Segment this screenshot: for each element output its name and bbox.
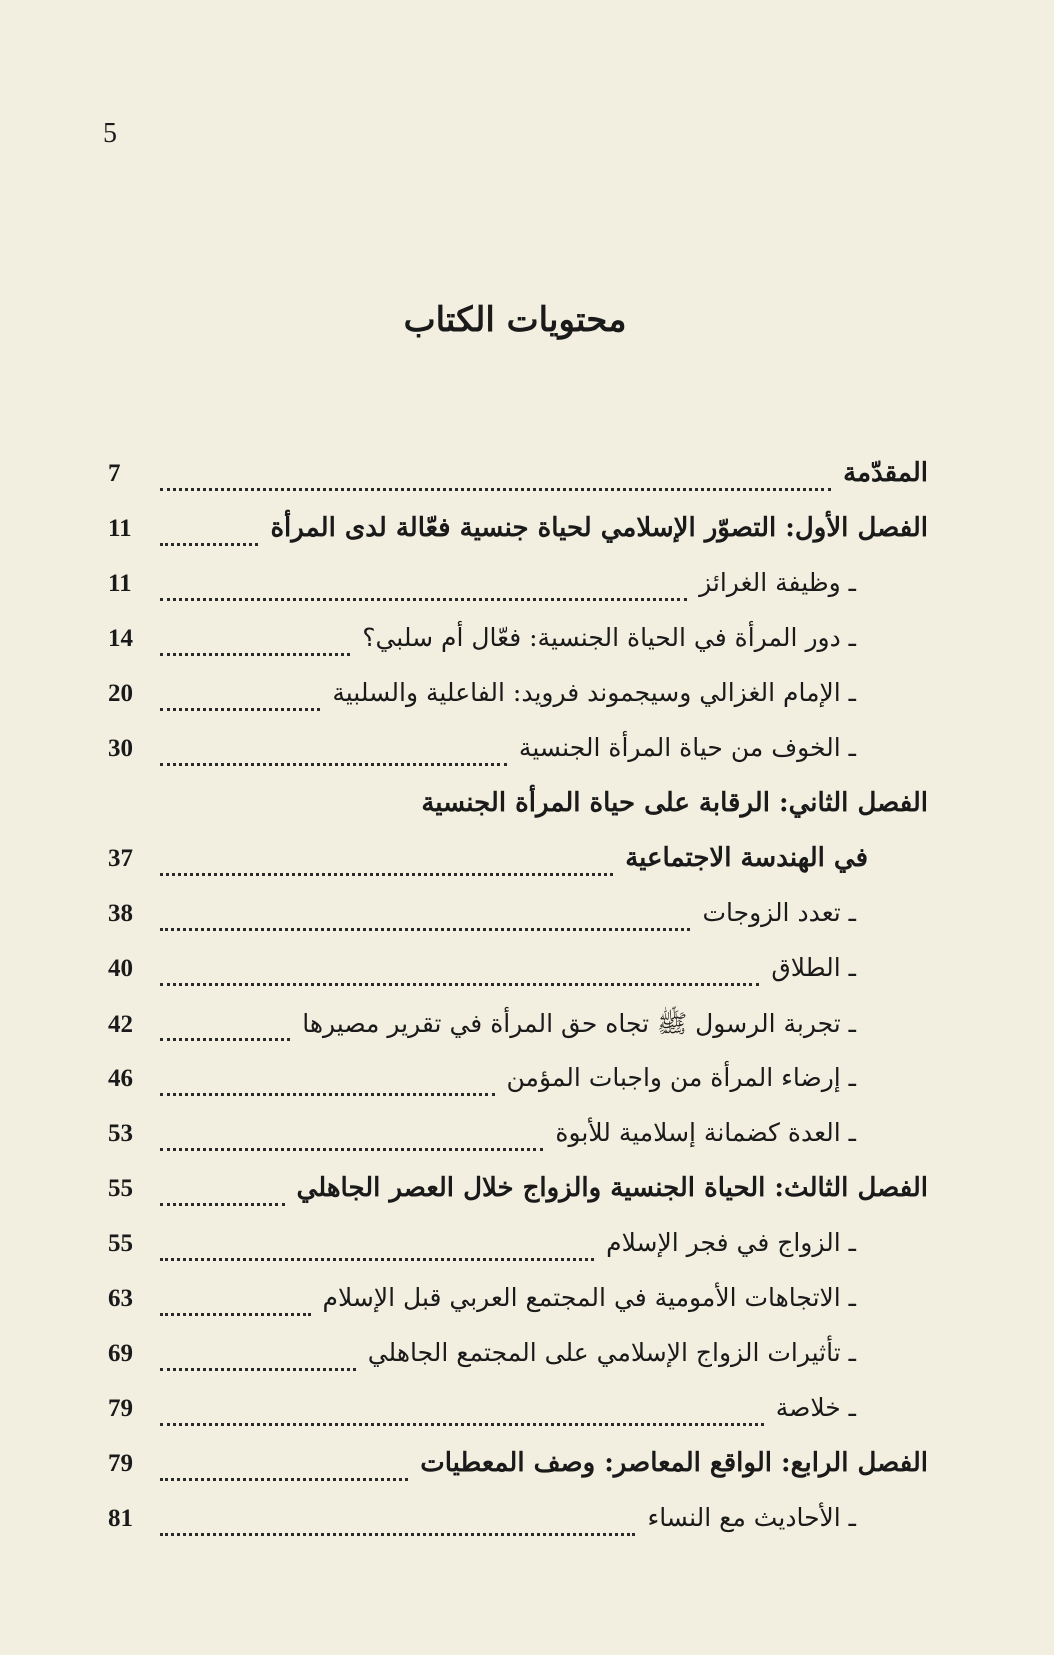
toc-entry-label: الفصل الثاني: الرقابة على حياة المرأة الجنسية [421, 788, 928, 818]
toc-entry-page: 79 [108, 1395, 133, 1422]
toc-entry-chapter-2 [108, 788, 928, 843]
toc-entry-page: 14 [108, 625, 133, 652]
toc-entry-page: 7 [108, 460, 121, 487]
dot-leader [160, 1368, 356, 1371]
dot-leader [160, 1258, 594, 1261]
toc-entry-page: 55 [108, 1175, 133, 1202]
toc-entry-label: ـ الاتجاهات الأمومية في المجتمع العربي قبل الإسلام [322, 1283, 856, 1312]
dot-leader [160, 1148, 543, 1151]
toc-entry-chapter-3 [108, 1173, 928, 1228]
toc-entry-page: 69 [108, 1340, 133, 1367]
toc-entry-page: 37 [108, 845, 133, 872]
dot-leader [160, 1423, 764, 1426]
table-of-contents [108, 458, 928, 1558]
toc-entry-label: ـ تأثيرات الزواج الإسلامي على المجتمع الجاهلي [367, 1338, 856, 1367]
toc-entry-page: 81 [108, 1505, 133, 1532]
toc-entry-chapter-4 [108, 1448, 928, 1503]
toc-entry-label: ـ خلاصة [775, 1393, 856, 1422]
toc-entry-page: 42 [108, 1011, 133, 1038]
toc-entry-page: 46 [108, 1065, 133, 1092]
toc-entry-label: الفصل الأول: التصوّر الإسلامي لحياة جنسية فعّالة لدى المرأة [270, 513, 928, 543]
dot-leader [160, 598, 687, 601]
toc-entry-label: ـ الإمام الغزالي وسيجموند فرويد: الفاعلية والسلبية [332, 678, 856, 707]
toc-entry [108, 1393, 928, 1448]
toc-entry-label: ـ تجربة الرسول ﷺ تجاه حق المرأة في تقرير مصيرها [302, 1009, 856, 1038]
toc-entry-page: 20 [108, 680, 133, 707]
dot-leader [160, 1478, 408, 1481]
dot-leader [160, 1038, 290, 1041]
dot-leader [160, 1313, 311, 1316]
toc-entry [108, 1338, 928, 1393]
toc-entry-page: 79 [108, 1450, 133, 1477]
dot-leader [160, 1203, 285, 1206]
toc-entry [108, 1228, 928, 1283]
toc-entry-page: 11 [108, 515, 132, 542]
toc-entry-label: المقدّمة [843, 458, 928, 488]
toc-entry-label: ـ تعدد الزوجات [702, 898, 856, 927]
toc-entry [108, 1118, 928, 1173]
dot-leader [160, 873, 613, 876]
toc-entry-chapter-1 [108, 513, 928, 568]
toc-entry-page: 30 [108, 735, 133, 762]
toc-entry-page: 53 [108, 1120, 133, 1147]
dot-leader [160, 653, 350, 656]
dot-leader [160, 928, 690, 931]
toc-entry [108, 733, 928, 788]
toc-entry [108, 1008, 928, 1063]
toc-entry [108, 1063, 928, 1118]
page-title: محتويات الكتاب [403, 300, 627, 340]
dot-leader [160, 1093, 495, 1096]
toc-entry-label: ـ دور المرأة في الحياة الجنسية: فعّال أم سلبي؟ [362, 623, 856, 652]
dot-leader [160, 763, 507, 766]
toc-entry-label: الفصل الرابع: الواقع المعاصر: وصف المعطيات [420, 1448, 928, 1478]
toc-entry-label: ـ وظيفة الغرائز [699, 568, 856, 597]
toc-entry-chapter-2-continuation [108, 843, 928, 898]
toc-entry-label: الفصل الثالث: الحياة الجنسية والزواج خلال العصر الجاهلي [296, 1173, 928, 1203]
toc-entry-page: 40 [108, 955, 133, 982]
toc-entry [108, 1503, 928, 1558]
toc-entry-introduction [108, 458, 928, 513]
toc-entry [108, 678, 928, 733]
dot-leader [160, 488, 831, 491]
toc-entry-label: ـ الخوف من حياة المرأة الجنسية [518, 733, 856, 762]
dot-leader [160, 1533, 635, 1536]
toc-entry-label: ـ العدة كضمانة إسلامية للأبوة [555, 1118, 856, 1147]
toc-entry [108, 568, 928, 623]
dot-leader [160, 983, 759, 986]
page-number: 5 [103, 118, 117, 149]
dot-leader [160, 543, 258, 546]
toc-entry-label: ـ الزواج في فجر الإسلام [606, 1228, 856, 1257]
toc-entry [108, 898, 928, 953]
toc-entry [108, 953, 928, 1008]
toc-entry-label: ـ الطلاق [771, 953, 856, 982]
toc-entry-page: 55 [108, 1230, 133, 1257]
dot-leader [160, 708, 320, 711]
dot-leader-blank [160, 818, 409, 821]
toc-entry [108, 623, 928, 678]
toc-entry-page: 11 [108, 570, 132, 597]
toc-entry-page: 63 [108, 1285, 133, 1312]
toc-entry [108, 1283, 928, 1338]
toc-entry-page: 38 [108, 900, 133, 927]
toc-entry-label: ـ إرضاء المرأة من واجبات المؤمن [506, 1063, 856, 1092]
toc-entry-label: ـ الأحاديث مع النساء [647, 1503, 856, 1532]
toc-entry-label: في الهندسة الاجتماعية [625, 843, 868, 873]
